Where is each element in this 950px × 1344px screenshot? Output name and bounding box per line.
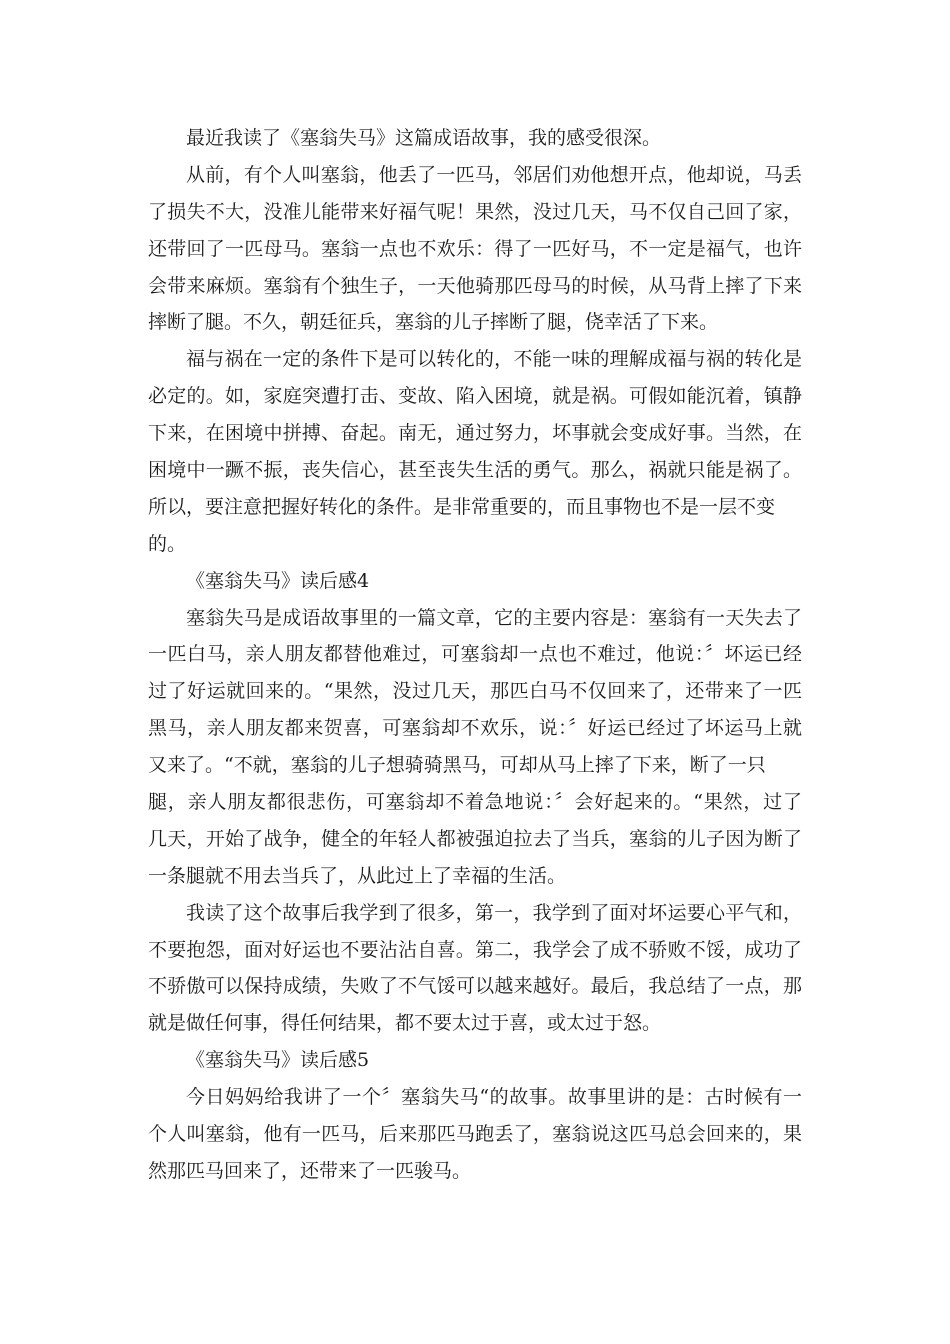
paragraph-line: 几天，开始了战争，健全的年轻人都被强迫拉去了当兵，塞翁的儿子因为断了: [148, 827, 802, 850]
paragraph-line: 个人叫塞翁，他有一匹马，后来那匹马跑丢了，塞翁说这匹马总会回来的，果: [148, 1123, 802, 1146]
paragraph-line: 过了好运就回来的。“果然，没过几天，那匹白马不仅回来了，还带来了一匹: [148, 680, 802, 703]
paragraph-line: 又来了。“不就，塞翁的儿子想骑骑黑马，可却从马上摔了下来，断了一只: [148, 754, 766, 777]
paragraph-line: 摔断了腿。不久，朝廷征兵，塞翁的儿子摔断了腿，侥幸活了下来。: [148, 311, 719, 334]
paragraph-line: 必定的。如，家庭突遭打击、变故、陷入困境，就是祸。可假如能沉着，镇静: [148, 385, 802, 408]
paragraph-line: 然那匹马回来了，还带来了一匹骏马。: [148, 1159, 472, 1182]
paragraph-line: 福与祸在一定的条件下是可以转化的，不能一味的理解成福与祸的转化是: [186, 348, 802, 371]
paragraph-line: 的。: [148, 532, 187, 555]
paragraph-line: 下来，在困境中拼搏、奋起。南无，通过努力，坏事就会变成好事。当然，在: [148, 422, 802, 445]
paragraph-line: 腿，亲人朋友都很悲伤，可塞翁却不着急地说：〞会好起来的。“果然，过了: [148, 791, 802, 814]
paragraph-line: 不骄傲可以保持成绩，失败了不气馁可以越来越好。最后，我总结了一点，那: [148, 975, 802, 998]
paragraph-line: 会带来麻烦。塞翁有个独生子，一天他骑那匹母马的时候，从马背上摔了下来: [148, 274, 802, 297]
paragraph-line: 不要抱怨，面对好运也不要沾沾自喜。第二，我学会了成不骄败不馁，成功了: [148, 938, 802, 961]
section-heading: 《塞翁失马》读后感4: [186, 569, 370, 592]
paragraph-line: 就是做任何事，得任何结果，都不要太过于喜，或太过于怒。: [148, 1012, 662, 1035]
paragraph-line: 所以，要注意把握好转化的条件。是非常重要的，而且事物也不是一层不变: [148, 495, 776, 518]
paragraph-line: 还带回了一匹母马。塞翁一点也不欢乐：得了一匹好马，不一定是福气，也许: [148, 237, 802, 260]
paragraph-line: 黑马，亲人朋友都来贺喜，可塞翁却不欢乐，说：〞好运已经过了坏运马上就: [148, 717, 802, 740]
paragraph-line: 最近我读了《塞翁失马》这篇成语故事，我的感受很深。: [186, 127, 662, 149]
paragraph-line: 塞翁失马是成语故事里的一篇文章，它的主要内容是：塞翁有一天失去了: [186, 606, 802, 629]
paragraph-line: 困境中一蹶不振，丧失信心，甚至丧失生活的勇气。那么，祸就只能是祸了。: [148, 459, 802, 482]
paragraph-line: 了损失不大，没准儿能带来好福气呢！果然，没过几天，马不仅自己回了家，: [148, 200, 802, 223]
paragraph-line: 一匹白马，亲人朋友都替他难过，可塞翁却一点也不难过，他说：〞坏运已经: [148, 643, 802, 666]
paragraph-line: 我读了这个故事后我学到了很多，第一，我学到了面对坏运要心平气和，: [186, 901, 802, 924]
document-page: [148, 120, 802, 1190]
paragraph-line: 今日妈妈给我讲了一个〞塞翁失马“的故事。故事里讲的是：古时候有一: [186, 1086, 802, 1109]
paragraph-line: 从前，有个人叫塞翁，他丢了一匹马，邻居们劝他想开点，他却说，马丢: [186, 163, 802, 186]
paragraph-line: 一条腿就不用去当兵了，从此过上了幸福的生活。: [148, 864, 567, 887]
section-heading: 《塞翁失马》读后感5: [186, 1049, 370, 1072]
